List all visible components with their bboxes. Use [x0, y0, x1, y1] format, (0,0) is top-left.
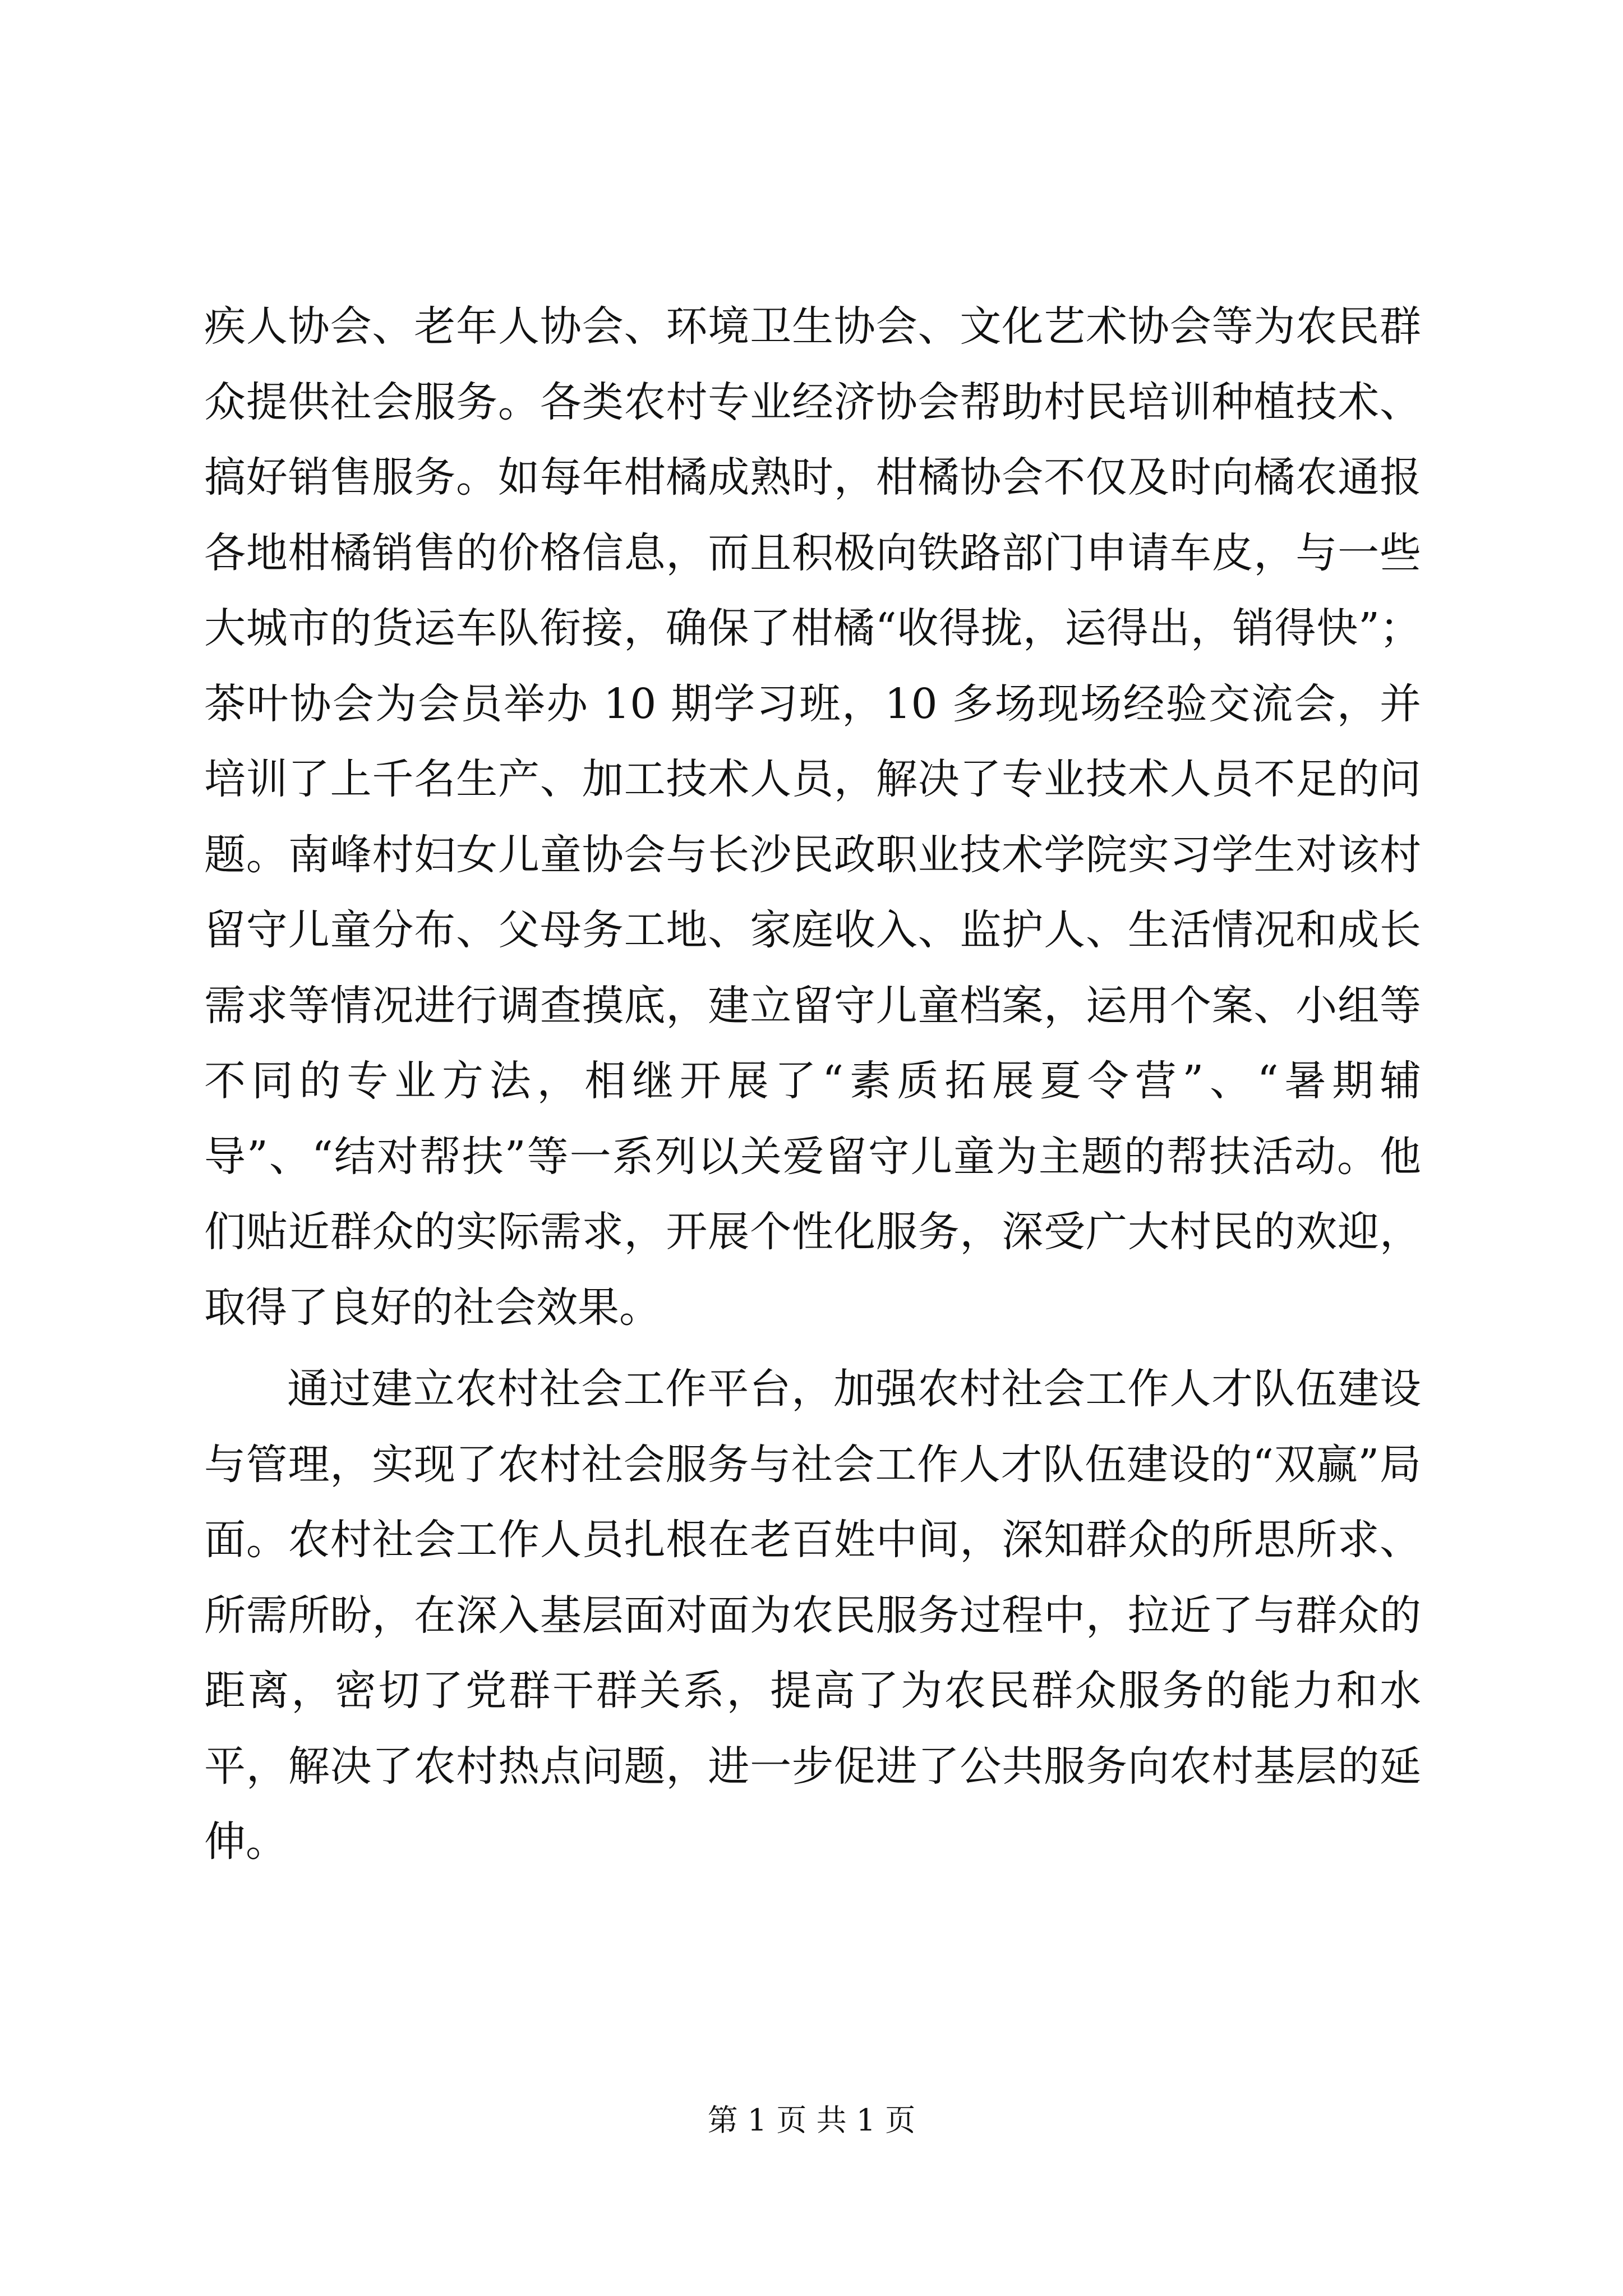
- page-footer: 第 1 页 共 1 页: [707, 2102, 916, 2138]
- paragraph-2: 通过建立农村社会工作平台，加强农村社会工作人才队伍建设与管理，实现了农村社会服务与社会工作人才队伍建设的“双赢”局面。农村社会工作人员扎根在老百姓中间，深知群众的所思所求、所需所盼，在深入基层面对面为农民服务过程中，拉近了与群众的距离，密切了党群干群关系，提高了为农民群众服务的能力和水平，解决了农村热点问题，进一步促进了公共服务向农村基层的延伸。: [204, 1365, 1421, 1866]
- document-body: [204, 289, 1421, 1880]
- paragraph-1: 疾人协会、老年人协会、环境卫生协会、文化艺术协会等为农民群众提供社会服务。各类农村专业经济协会帮助村民培训种植技术、搞好销售服务。如每年柑橘成熟时，柑橘协会不仅及时向橘农通报各地柑橘销售的价格信息，而且积极向铁路部门申请车皮，与一些大城市的货运车队衔接，确保了柑橘“收得拢，运得出，销得快”；茶叶协会为会员举办 10 期学习班，10 多场现场经验交流会，并培训了上千名生产、加工技术人员，解决了专业技术人员不足的问题。南峰村妇女儿童协会与长沙民政职业技术学院实习学生对该村留守儿童分布、父母务工地、家庭收入、监护人、生活情况和成长需求等情况进行调查摸底，建立留守儿童档案，运用个案、小组等不同的专业方法，相继开展了“素质拓展夏令营”、“暑期辅导”、“结对帮扶”等一系列以关爱留守儿童为主题的帮扶活动。他们贴近群众的实际需求，开展个性化服务，深受广大村民的欢迎，取得了良好的社会效果。: [204, 302, 1421, 1332]
